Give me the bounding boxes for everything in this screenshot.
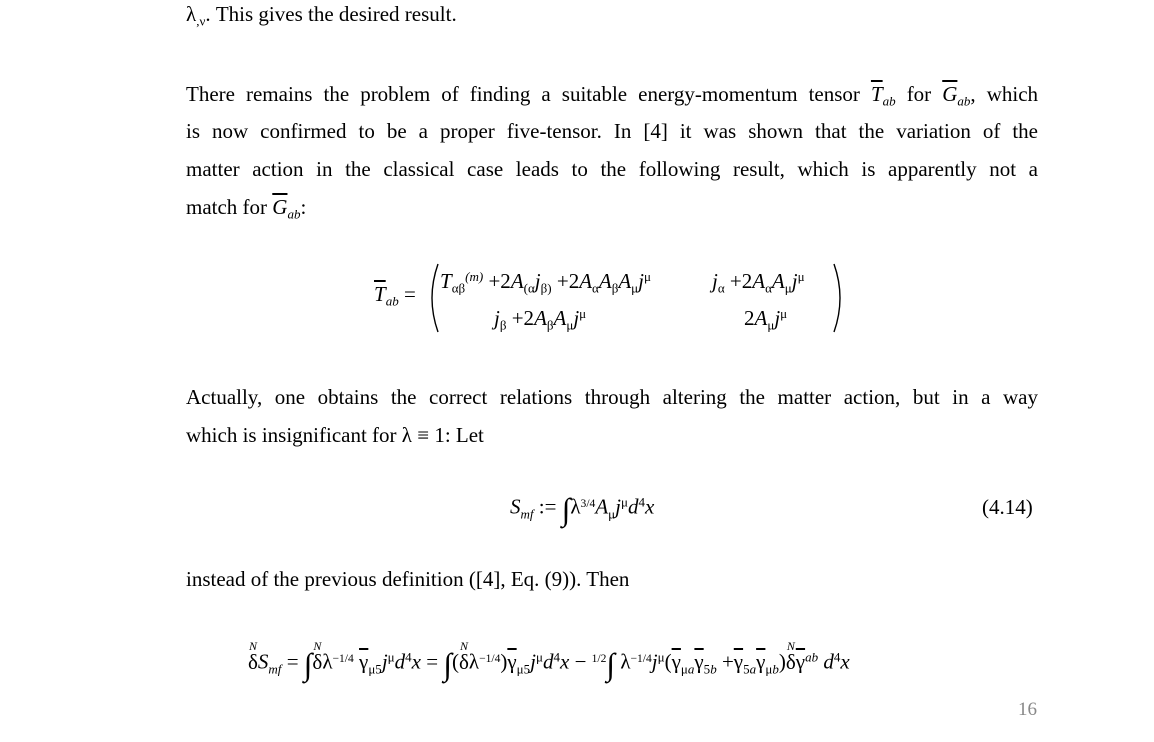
- T-ab-symbol: $\overline{T}_{ab}$: [870, 82, 896, 109]
- matrix-equation: $\overline{T}_{ab}$ =: [374, 282, 416, 309]
- para1-line3: matter action in the classical case leads to the following result, which is apparently not a: [186, 157, 1038, 181]
- page-number: 16: [1018, 699, 1037, 720]
- matrix-row1-col2: $j_\alpha +2A_\alpha A_\mu j^\mu$: [712, 269, 805, 296]
- equation-4-14: $S_{mf}$ := $\int\lambda 3/4A_\mu j^\mu d^4x$: [510, 492, 655, 527]
- right-paren: [832, 262, 848, 334]
- G-ab-symbol: $\overline{G}_{ab}$: [942, 82, 971, 109]
- para1-line2: is now confirmed to be a proper five-tensor. In [4] it was shown that the variation of the: [186, 119, 1038, 143]
- para1-line4: match for $\overline{G}_{ab}$:: [186, 195, 307, 222]
- para3-line: instead of the previous definition ([4], Eq. (9)). Then: [186, 567, 630, 591]
- para2-line1: Actually, one obtains the correct relations through altering the matter action, but in a way: [186, 385, 1038, 409]
- lambda-subscript: $\lambda_{,\nu}$: [186, 2, 206, 29]
- para2-line2: which is insignificant for λ ≡ 1: Let: [186, 423, 484, 447]
- equation-number: (4.14): [982, 495, 1033, 519]
- left-paren: [424, 262, 440, 334]
- matrix-row2-col2: $2A_\mu j^\mu$: [744, 306, 788, 333]
- para1-line1: There remains the problem of finding a suitable energy-momentum tensor $\overline{T}_{ab}$ for $\overline{G}_{ab}$, which: [186, 82, 1039, 109]
- variation-equation: δ N $S_{mf} = \int\delta$ N λ−1/4 $\overline{\gamma}_{\mu 5}j^\mu d^4x = \int(\delta$ N $\lambda-1/4)\overline{\gamma}_{\mu 5}j^\mu d^4x - 1/2\int$ $\lambda-1/4j^\mu(\overline{\gamma}_{\mu a}\overline{\gamma}_{5b} +\overline{\gamma}_{5a}\overline{\gamma}_{\mu b})\delta$ N $\overline{\gamma}^{ab}$ $d^4x$: [248, 638, 850, 682]
- matrix-row2-col1: $j_\beta +2A_\beta A_\mu j^\mu$: [494, 306, 587, 333]
- top-line-text: . This gives the desired result.: [205, 2, 457, 26]
- matrix-row1-col1: $T_{\alpha\beta}^{(m)} +2A_{(\alpha}j_{\beta)} +2A_\alpha A_\beta A_\mu j^\mu$: [440, 269, 651, 296]
- top-line: [186, 4, 457, 28]
